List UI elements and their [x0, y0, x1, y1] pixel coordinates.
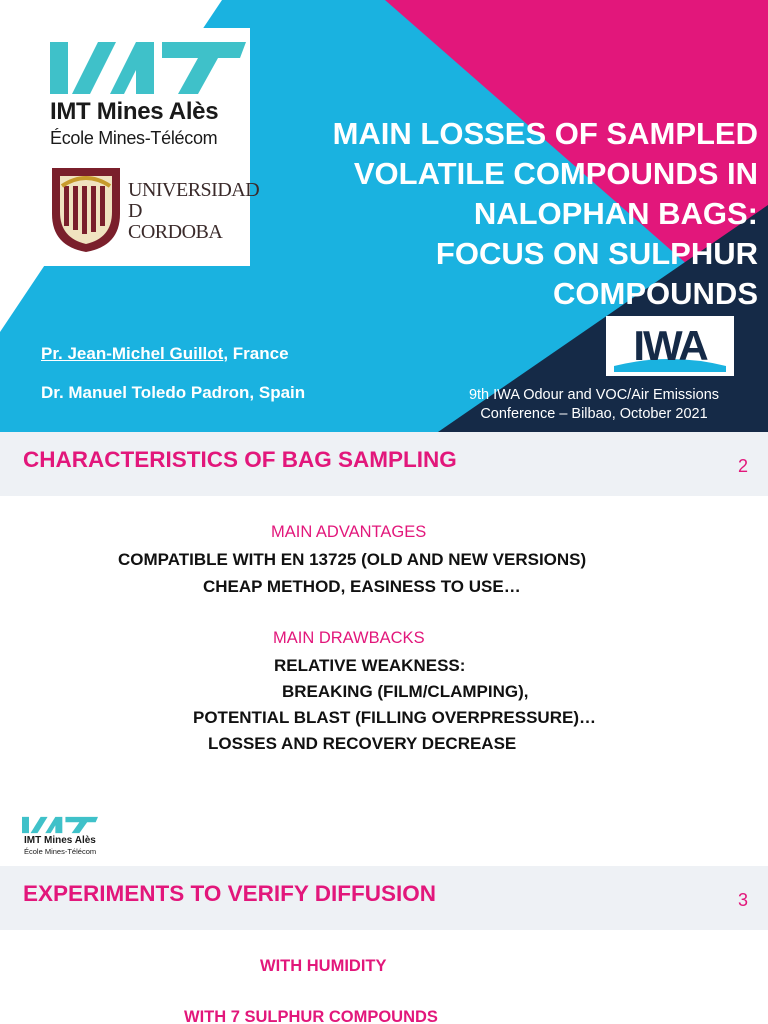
uco-logo-text — [128, 180, 259, 243]
footer-imt-logo — [22, 816, 98, 856]
imt-logo-name: IMT Mines Alès — [50, 98, 219, 125]
slide-title: CHARACTERISTICS OF BAG SAMPLING — [23, 447, 457, 472]
advantage-item: CHEAP METHOD, EASINESS TO USE… — [203, 577, 521, 596]
drawbacks-heading: MAIN DRAWBACKS — [273, 629, 425, 647]
author-1-country: , France — [223, 344, 289, 363]
slide-title: EXPERIMENTS TO VERIFY DIFFUSION — [23, 881, 436, 906]
slide-header — [0, 432, 768, 496]
experiments-slide — [0, 864, 768, 1024]
presentation-title — [258, 114, 758, 314]
drawback-item: POTENTIAL BLAST (FILLING OVERPRESSURE)… — [193, 708, 596, 727]
drawback-item: BREAKING (FILM/CLAMPING), — [282, 682, 529, 701]
advantage-item: COMPATIBLE WITH EN 13725 (OLD AND NEW VERSIONS) — [118, 550, 587, 569]
imt-logo-mark-small — [22, 816, 98, 834]
author-1-name[interactable]: Pr. Jean-Michel Guillot — [41, 344, 224, 363]
title-line: MAIN LOSSES OF SAMPLED — [332, 116, 758, 151]
imt-logo-subtitle: École Mines-Télécom — [50, 128, 218, 148]
uco-line-1: UNIVERSIDAD — [128, 179, 260, 201]
conference-line-2: Conference – Bilbao, October 2021 — [480, 406, 708, 422]
author-2: Dr. Manuel Toledo Padron, Spain — [41, 383, 306, 402]
experiment-item: WITH 7 SULPHUR COMPOUNDS — [184, 1008, 438, 1024]
author-1 — [41, 344, 289, 364]
title-line: COMPOUNDS — [553, 276, 758, 311]
advantages-heading: MAIN ADVANTAGES — [271, 523, 427, 541]
title-line: VOLATILE COMPOUNDS IN — [353, 156, 758, 191]
characteristics-slide — [0, 432, 768, 864]
iwa-logo — [606, 316, 734, 376]
slide-header — [0, 866, 768, 930]
drawback-item: LOSSES AND RECOVERY DECREASE — [208, 734, 517, 753]
uco-line-2: D — [128, 200, 142, 222]
uco-line-3: CORDOBA — [128, 221, 223, 243]
title-line: FOCUS ON SULPHUR — [435, 236, 758, 271]
conference-line-1: 9th IWA Odour and VOC/Air Emissions — [468, 387, 720, 403]
page-number: 2 — [737, 456, 748, 476]
uco-crest-icon — [50, 166, 122, 254]
page-number: 3 — [737, 890, 748, 910]
imt-logo-mark — [50, 38, 246, 96]
iwa-logo-text: IWA — [633, 322, 707, 369]
title-line: NALOPHAN BAGS: — [473, 196, 758, 231]
drawback-item: RELATIVE WEAKNESS: — [274, 656, 466, 675]
experiment-item: WITH HUMIDITY — [260, 957, 387, 975]
footer-logo-subtitle: École Mines-Télécom — [24, 847, 97, 856]
footer-logo-name: IMT Mines Alès — [24, 835, 96, 846]
conference-info — [429, 386, 759, 424]
title-slide — [0, 0, 768, 432]
